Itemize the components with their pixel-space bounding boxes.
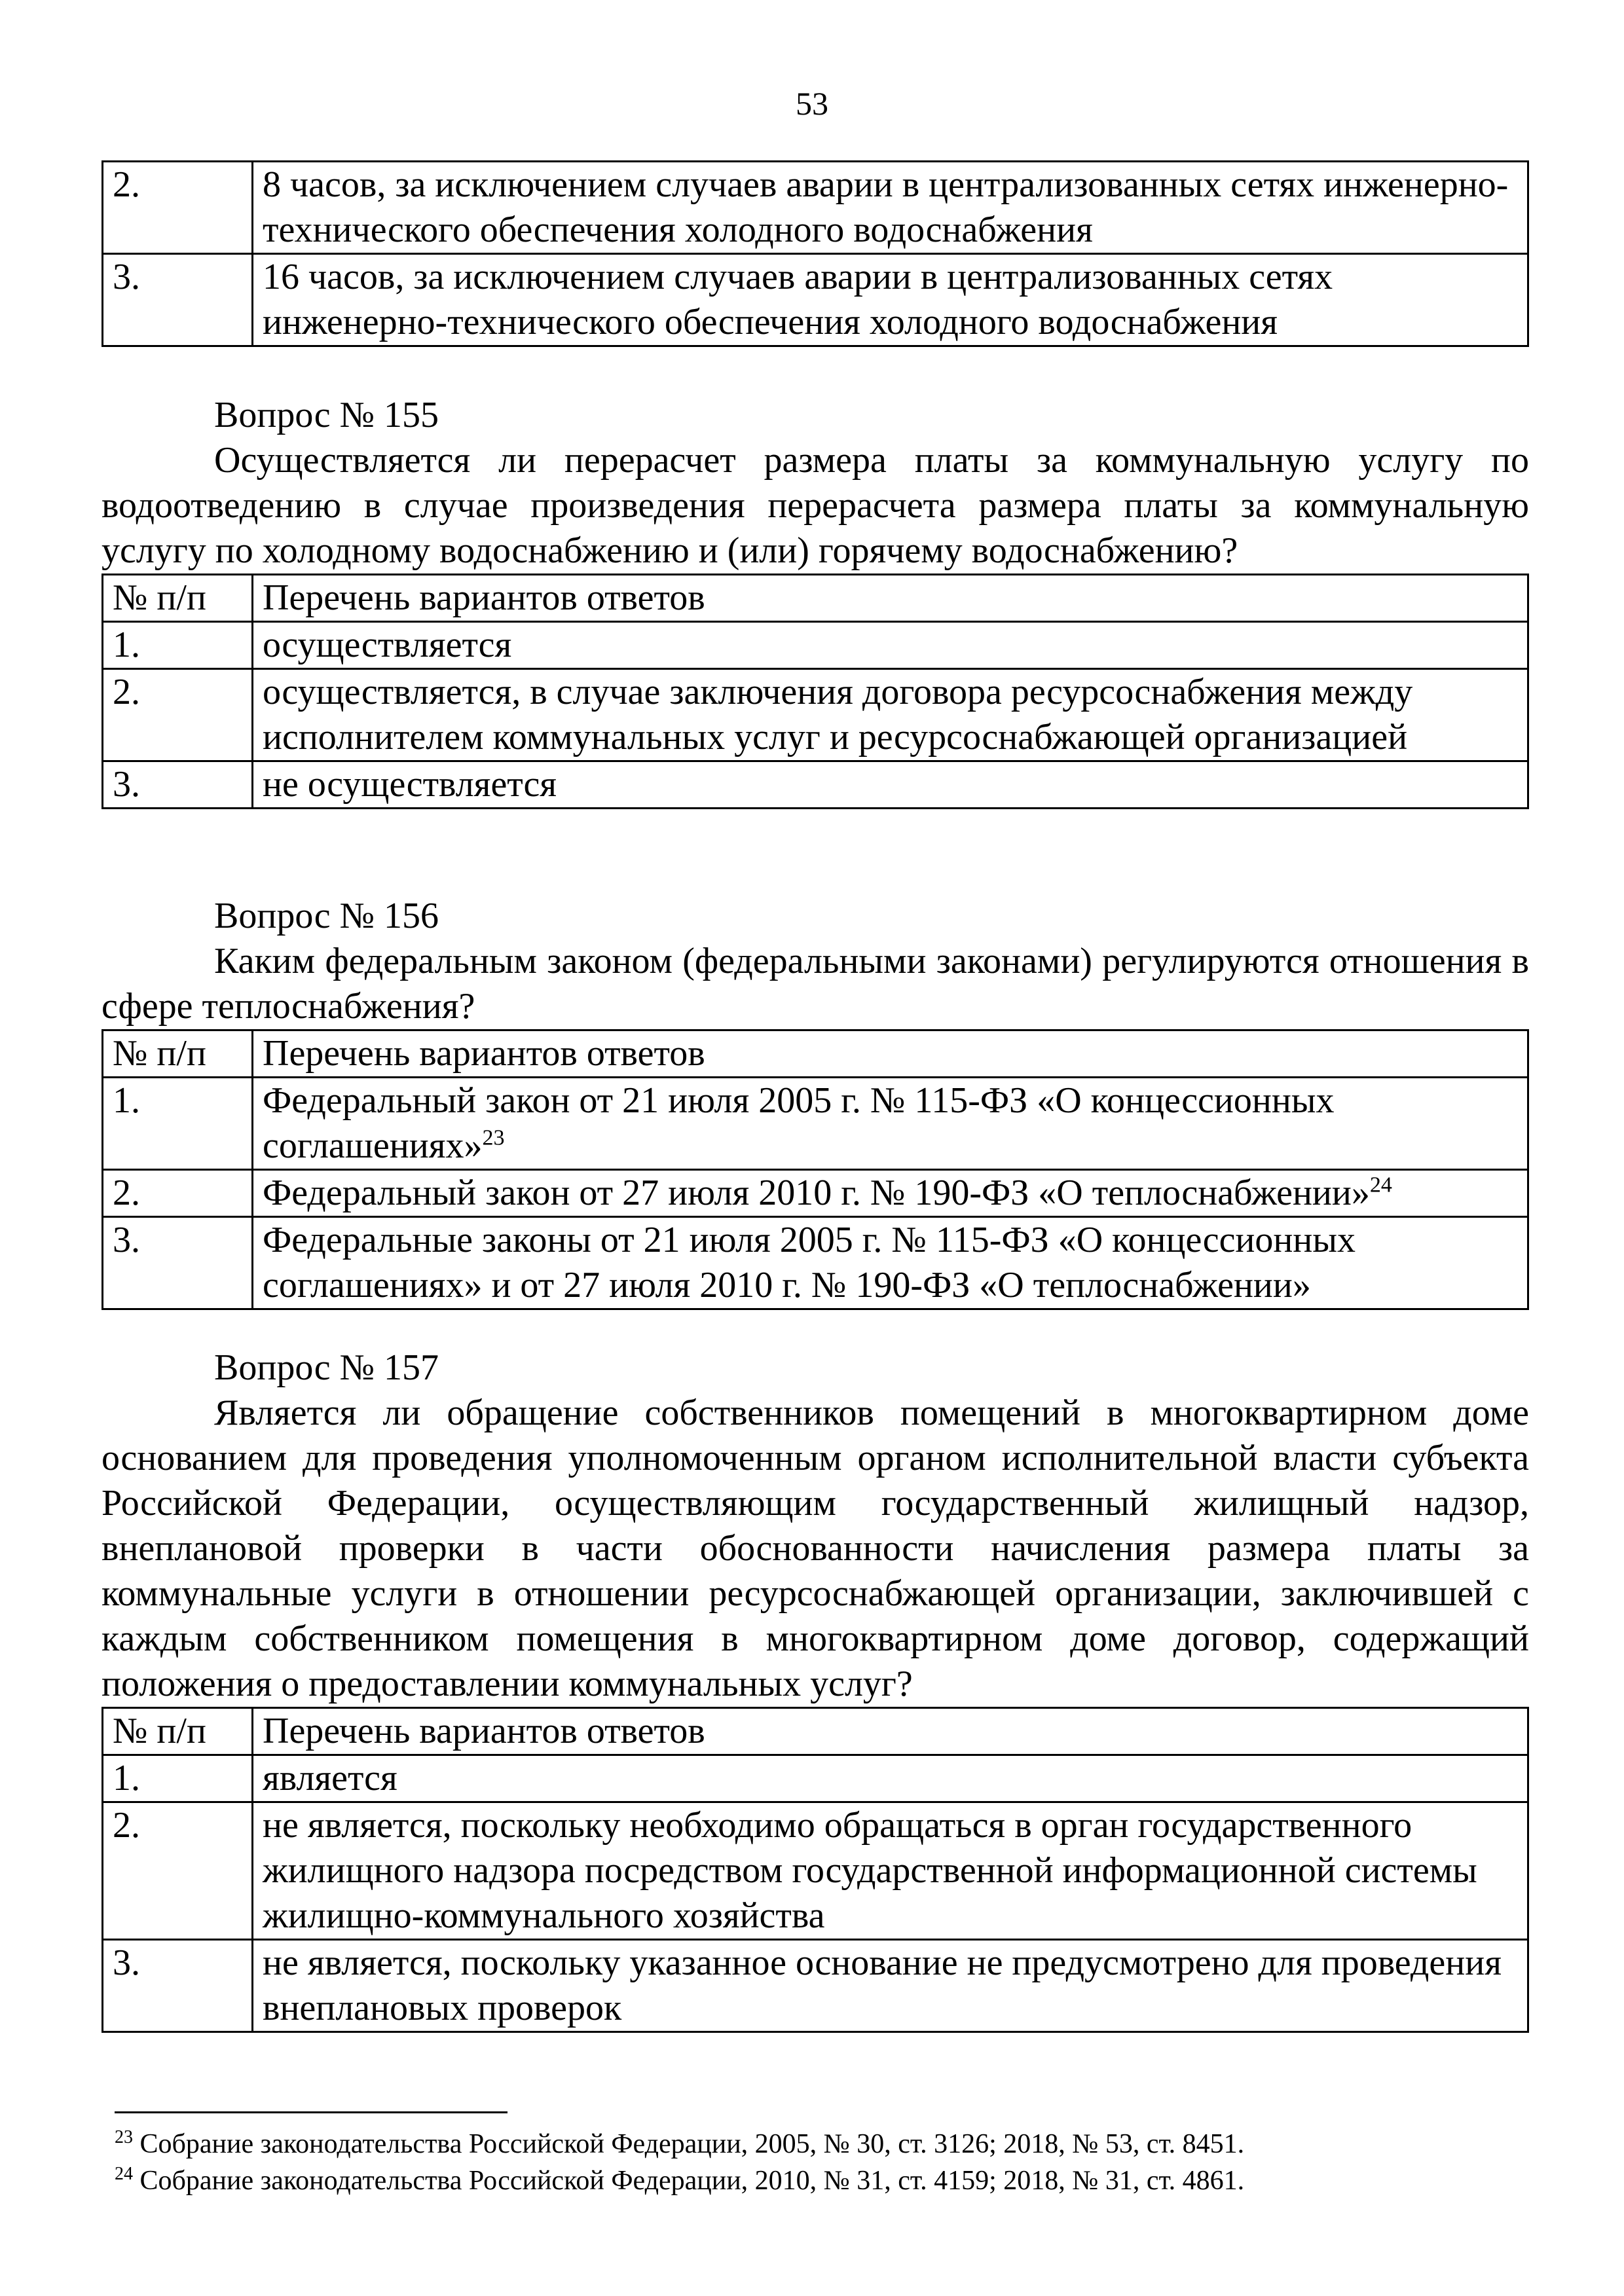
row-text: 8 часов, за исключением случаев аварии в централизованных сетях инженерно-технического обеспечения холодного водоснабжения [253, 162, 1528, 254]
question-title: Вопрос № 155 [214, 395, 439, 435]
header-text: Перечень вариантов ответов [253, 1708, 1528, 1755]
answers-table-continued [101, 160, 1529, 347]
footnote-divider [115, 2111, 507, 2113]
row-number: 3. [103, 1940, 253, 2032]
footnote-text: Собрание законодательства Российской Федерации, 2005, № 30, ст. 3126; 2018, № 53, ст. 8451. [139, 2129, 1245, 2159]
question-text: Является ли обращение собственников помещений в многоквартирном доме основанием для проведения уполномоченным органом исполнительной власти субъекта Российской Федерации, осуществляющим государственный жилищный надзор, внеплановой проверки в части обоснованности начисления размера платы за коммунальные услуги в отношении ресурсоснабжающей организации, заключившей с каждым собственником помещения в многоквартирном доме договор, содержащий положения о предоставлении коммунальных услуг? [101, 1393, 1529, 1704]
footnote-ref: 24 [1369, 1173, 1392, 1197]
row-number: 1. [103, 1078, 253, 1170]
table-row [103, 1940, 1528, 2032]
table-row [103, 1755, 1528, 1802]
table-row [103, 1802, 1528, 1940]
header-number: № п/п [103, 575, 253, 622]
row-text: не осуществляется [253, 761, 1528, 809]
footnote-ref: 23 [482, 1125, 505, 1150]
row-text: не является, поскольку указанное основание не предусмотрено для проведения внеплановых проверок [253, 1940, 1528, 2032]
question-title: Вопрос № 157 [214, 1347, 439, 1388]
row-text: осуществляется [253, 622, 1528, 669]
table-row [103, 1170, 1528, 1217]
row-text [253, 1170, 1528, 1217]
header-text: Перечень вариантов ответов [253, 575, 1528, 622]
question-155 [101, 393, 1529, 809]
question-156 [101, 894, 1529, 1310]
row-text [253, 1078, 1528, 1170]
table-row [103, 162, 1528, 254]
footnote-24 [115, 2163, 1244, 2198]
row-number: 3. [103, 761, 253, 809]
question-text: Каким федеральным законом (федеральными законами) регулируются отношения в сфере теплоснабжения? [101, 941, 1529, 1027]
row-text-content: Федеральный закон от 21 июля 2005 г. № 115-ФЗ «О концессионных соглашениях» [263, 1080, 1335, 1166]
footnote-mark: 23 [115, 2127, 133, 2147]
table-row [103, 622, 1528, 669]
table-header-row [103, 1030, 1528, 1078]
footnote-text: Собрание законодательства Российской Федерации, 2010, № 31, ст. 4159; 2018, № 31, ст. 4861. [139, 2166, 1245, 2196]
table-row [103, 669, 1528, 761]
row-number: 1. [103, 1755, 253, 1802]
row-number: 2. [103, 669, 253, 761]
table-header-row [103, 575, 1528, 622]
footnote-23 [115, 2126, 1244, 2162]
question-text: Осуществляется ли перерасчет размера платы за коммунальную услугу по водоотведению в случае произведения перерасчета размера платы за коммунальную услугу по холодному водоснабжению и (или) горячему водоснабжению? [101, 440, 1529, 571]
page-number: 53 [796, 85, 828, 122]
question-title: Вопрос № 156 [214, 896, 439, 936]
row-text-content: Федеральный закон от 27 июля 2010 г. № 190-ФЗ «О теплоснабжении» [263, 1173, 1370, 1213]
row-text: Федеральные законы от 21 июля 2005 г. № 115-ФЗ «О концессионных соглашениях» и от 27 июля 2010 г. № 190-ФЗ «О теплоснабжении» [253, 1217, 1528, 1309]
row-text: осуществляется, в случае заключения договора ресурсоснабжения между исполнителем коммунальных услуг и ресурсоснабжающей организацией [253, 669, 1528, 761]
row-text: является [253, 1755, 1528, 1802]
row-number: 2. [103, 162, 253, 254]
row-number: 2. [103, 1802, 253, 1940]
table-row [103, 254, 1528, 346]
row-number: 2. [103, 1170, 253, 1217]
table-row [103, 1078, 1528, 1170]
row-number: 3. [103, 254, 253, 346]
table-row [103, 761, 1528, 809]
header-number: № п/п [103, 1030, 253, 1078]
row-number: 3. [103, 1217, 253, 1309]
row-number: 1. [103, 622, 253, 669]
row-text: не является, поскольку необходимо обращаться в орган государственного жилищного надзора посредством государственной информационной системы жилищно-коммунального хозяйства [253, 1802, 1528, 1940]
footnote-mark: 24 [115, 2164, 133, 2184]
row-text: 16 часов, за исключением случаев аварии в централизованных сетях инженерно-технического обеспечения холодного водоснабжения [253, 254, 1528, 346]
table-header-row [103, 1708, 1528, 1755]
table-row [103, 1217, 1528, 1309]
header-number: № п/п [103, 1708, 253, 1755]
question-157 [101, 1345, 1529, 2033]
header-text: Перечень вариантов ответов [253, 1030, 1528, 1078]
